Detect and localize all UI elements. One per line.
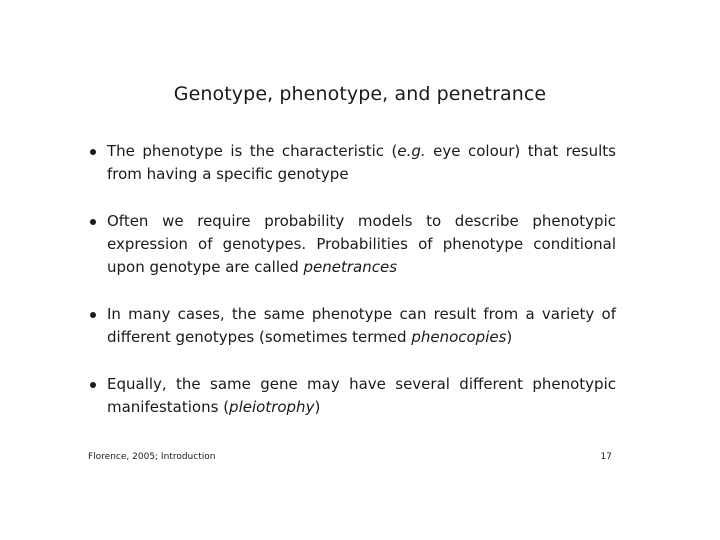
bullet-term: phenocopies (411, 328, 507, 346)
bullet-text: The phenotype is the characteristic ( (107, 142, 398, 160)
bullet-term: pleiotrophy (229, 398, 315, 416)
slide-title: Genotype, phenotype, and penetrance (173, 83, 547, 105)
bullet-item (90, 373, 616, 419)
bullet-text: eye colour) that results from having a specific genotype (107, 142, 616, 183)
bullet-point-icon (90, 219, 96, 225)
bullet-term: e.g. (397, 142, 426, 160)
bullet-list (90, 140, 616, 419)
bullet-point-icon (90, 149, 96, 155)
bullet-point-icon (90, 312, 96, 318)
bullet-text: In many cases, the same phenotype can result from a variety of different genotypes (sometimes termed (107, 305, 616, 346)
bullet-term: penetrances (303, 258, 398, 276)
bullet-text: ) (314, 398, 321, 416)
bullet-item (90, 140, 616, 186)
page-number: 17 (600, 452, 612, 462)
slide-footer: Florence, 2005; Introduction (88, 452, 216, 462)
bullet-item (90, 210, 616, 279)
bullet-item (90, 303, 616, 349)
bullet-text: ) (506, 328, 513, 346)
bullet-text: Equally, the same gene may have several different phenotypic manifestations ( (107, 375, 616, 416)
bullet-point-icon (90, 382, 96, 388)
bullet-text: Often we require probability models to describe phenotypic expression of genotypes. Probabilities of phenotype conditional upon genotype are called (107, 212, 616, 276)
